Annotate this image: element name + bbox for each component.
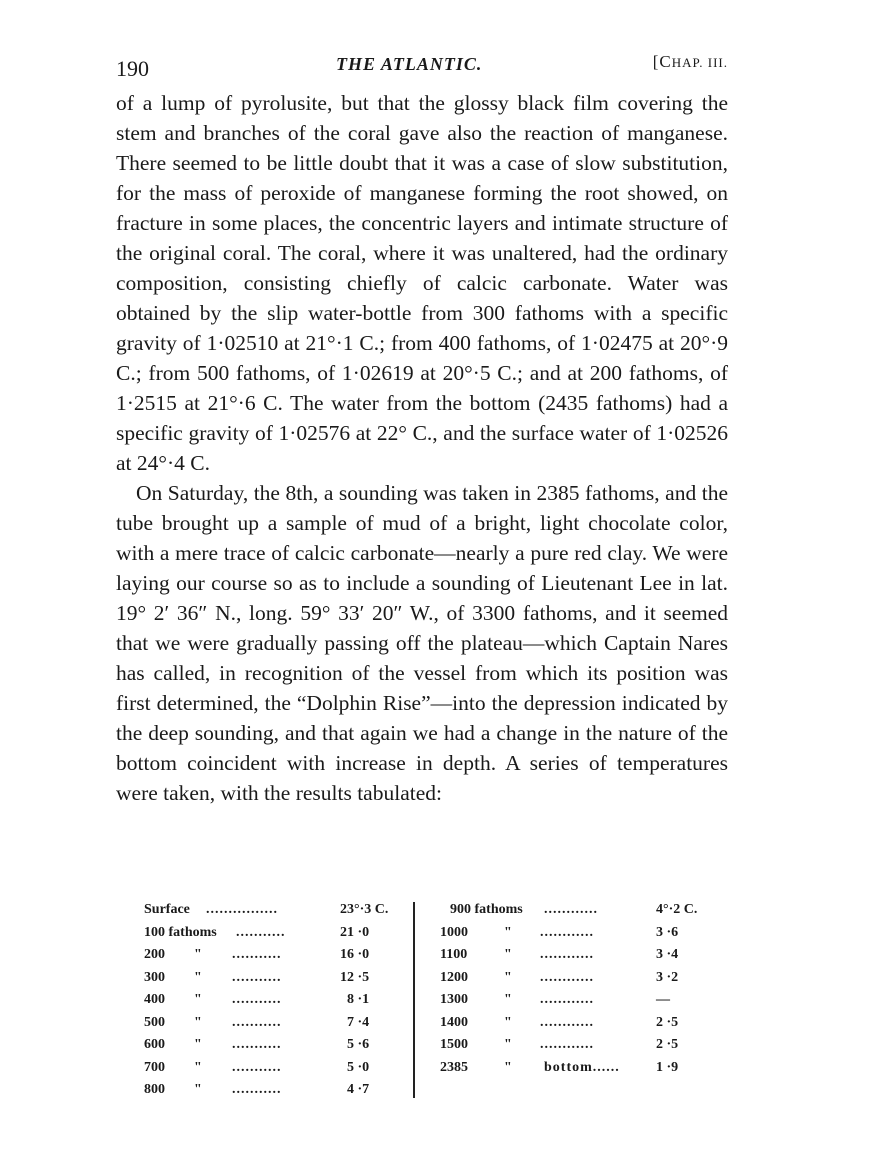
temperature-cell: 5 ·6 — [347, 1037, 370, 1052]
ditto-mark: " — [194, 1014, 202, 1030]
depth-cell: 1400 — [440, 1014, 468, 1030]
leader-dots: ........... — [232, 1082, 282, 1097]
depth-cell: 600 — [144, 1037, 165, 1052]
paragraph-saturday-sounding: On Saturday, the 8th, a sounding was taken in 2385 fathoms, and the tube brought up a sample of mud of a bright, light chocolate color, with a mere trace of calcic carbonate—nearly a pure red clay. We were laying our course so as to include a sounding of Lieutenant Lee in lat. 19° 2′ 36″ N., long. 59° 33′ 20″ W., of 3300 fathoms, and it seemed that we were gradually passing off the plateau—which Captain Nares has called, in recognition of the vessel from which its position was first determined, the “Dolphin Rise”—into the depression indicated by the deep sounding, and that again we had a change in the nature of the bottom coincident with increase in depth. A series of temperatures were taken, with the results tabulated: — [116, 481, 728, 805]
leader-dots: ........... — [232, 969, 282, 985]
temperature-cell: 16 ·0 — [340, 947, 370, 962]
table-row — [440, 992, 712, 1015]
temperature-cell: 23°·3 C. — [340, 902, 389, 917]
table-row — [144, 1060, 392, 1083]
temperature-table-right-column — [440, 902, 712, 1082]
table-row — [144, 947, 392, 970]
ditto-mark: " — [194, 969, 202, 985]
table-row — [440, 925, 712, 948]
temperature-table-left-column — [144, 902, 392, 1105]
temperature-cell: 21 ·0 — [340, 924, 370, 940]
depth-cell: 2385 — [440, 1059, 468, 1075]
body-text — [116, 88, 728, 808]
ditto-mark: " — [194, 992, 202, 1007]
leader-dots: ............ — [540, 969, 594, 985]
ditto-mark: " — [504, 924, 512, 940]
table-row — [144, 1082, 392, 1105]
running-title: THE ATLANTIC. — [336, 54, 483, 74]
depth-cell: 1100 — [440, 947, 468, 962]
leader-dots: ........... — [232, 1014, 282, 1030]
ditto-mark: " — [504, 1014, 512, 1030]
table-row — [144, 970, 392, 993]
depth-cell: 400 — [144, 992, 165, 1007]
leader-dots: ............ — [540, 1037, 594, 1052]
depth-cell: 200 — [144, 947, 165, 962]
temperature-cell: 1 ·9 — [656, 1059, 679, 1075]
depth-cell: 1200 — [440, 969, 468, 985]
ditto-mark: " — [504, 1037, 512, 1052]
temperature-cell: 4 ·7 — [347, 1082, 370, 1097]
leader-dots: ............ — [540, 947, 594, 962]
depth-cell: 300 — [144, 969, 165, 985]
table-row — [144, 1037, 392, 1060]
temperature-cell: 7 ·4 — [347, 1014, 370, 1030]
temperature-cell: 2 ·5 — [656, 1037, 679, 1052]
ditto-mark: " — [194, 1082, 202, 1097]
leader-dots: ........... — [232, 992, 282, 1007]
page-number: 190 — [116, 56, 149, 81]
table-row — [144, 925, 392, 948]
temperature-cell: 5 ·0 — [347, 1059, 370, 1075]
depth-cell: Surface — [144, 902, 190, 917]
table-row — [440, 1015, 712, 1038]
depth-cell: 700 — [144, 1059, 165, 1075]
depth-cell: 800 — [144, 1082, 165, 1097]
ditto-mark: " — [194, 947, 202, 962]
temperature-cell: 2 ·5 — [656, 1014, 679, 1030]
ditto-mark: " — [194, 1037, 202, 1052]
table-row — [144, 902, 392, 925]
ditto-mark: " — [194, 1059, 202, 1075]
depth-cell: 900 fathoms — [450, 902, 523, 917]
ditto-mark: " — [504, 992, 512, 1007]
paragraph-continuation: of a lump of pyrolusite, but that the glossy black film covering the stem and branches of the coral gave also the reaction of manganese. There seemed to be little doubt that it was a case of slow substitution, for the mass of peroxide of manganese forming the root showed, on fracture in some places, the concentric layers and intimate structure of the original coral. The coral, where it was unaltered, had the ordinary composition, consisting chiefly of calcic carbonate. Water was obtained by the slip water-bottle from 300 fathoms with a specific gravity of 1·02510 at 21°·1 C.; from 400 fathoms, of 1·02475 at 20°·9 C.; from 500 fathoms, of 1·02619 at 20°·5 C.; and at 200 fathoms, of 1·2515 at 21°·6 C. The water from the bottom (2435 fathoms) had a specific gravity of 1·02576 at 22° C., and the surface water of 1·02526 at 24°·4 C. — [116, 91, 728, 475]
leader-dots: ........... — [232, 1037, 282, 1052]
table-row — [144, 1015, 392, 1038]
depth-cell: 1300 — [440, 992, 468, 1007]
leader-dots: ............ — [540, 1014, 594, 1030]
ditto-mark: " — [504, 947, 512, 962]
depth-cell: 100 fathoms — [144, 924, 217, 940]
temperature-cell: — — [656, 992, 670, 1007]
temperature-cell: 8 ·1 — [347, 992, 370, 1007]
table-row — [440, 970, 712, 993]
leader-dots: ........... — [232, 1059, 282, 1075]
depth-cell: 500 — [144, 1014, 165, 1030]
leader-dots: ............ — [544, 902, 598, 917]
table-row — [440, 1060, 712, 1083]
temperature-cell: 12 ·5 — [340, 969, 370, 985]
leader-dots: ........... — [232, 947, 282, 962]
temperature-cell: 3 ·4 — [656, 947, 679, 962]
leader-dots: ........... — [236, 924, 286, 940]
ditto-mark: " — [504, 1059, 512, 1075]
temperature-cell: 3 ·6 — [656, 924, 679, 940]
page-header — [116, 50, 728, 84]
leader-dots: ............ — [540, 924, 594, 940]
table-row — [144, 992, 392, 1015]
leader-dots: ............ — [540, 992, 594, 1007]
depth-cell: 1000 — [440, 924, 468, 940]
chapter-prefix: [C — [652, 52, 672, 71]
table-column-divider — [413, 902, 415, 1098]
leader-dots: ................ — [206, 902, 278, 917]
chapter-reference — [653, 52, 728, 72]
table-row — [440, 947, 712, 970]
table-row — [440, 902, 712, 925]
table-row — [440, 1037, 712, 1060]
temperature-cell: 4°·2 C. — [656, 902, 698, 917]
leader-dots: bottom...... — [544, 1059, 620, 1075]
chapter-smallcaps: HAP. III. — [671, 55, 728, 70]
temperature-cell: 3 ·2 — [656, 969, 679, 985]
ditto-mark: " — [504, 969, 512, 985]
depth-cell: 1500 — [440, 1037, 468, 1052]
